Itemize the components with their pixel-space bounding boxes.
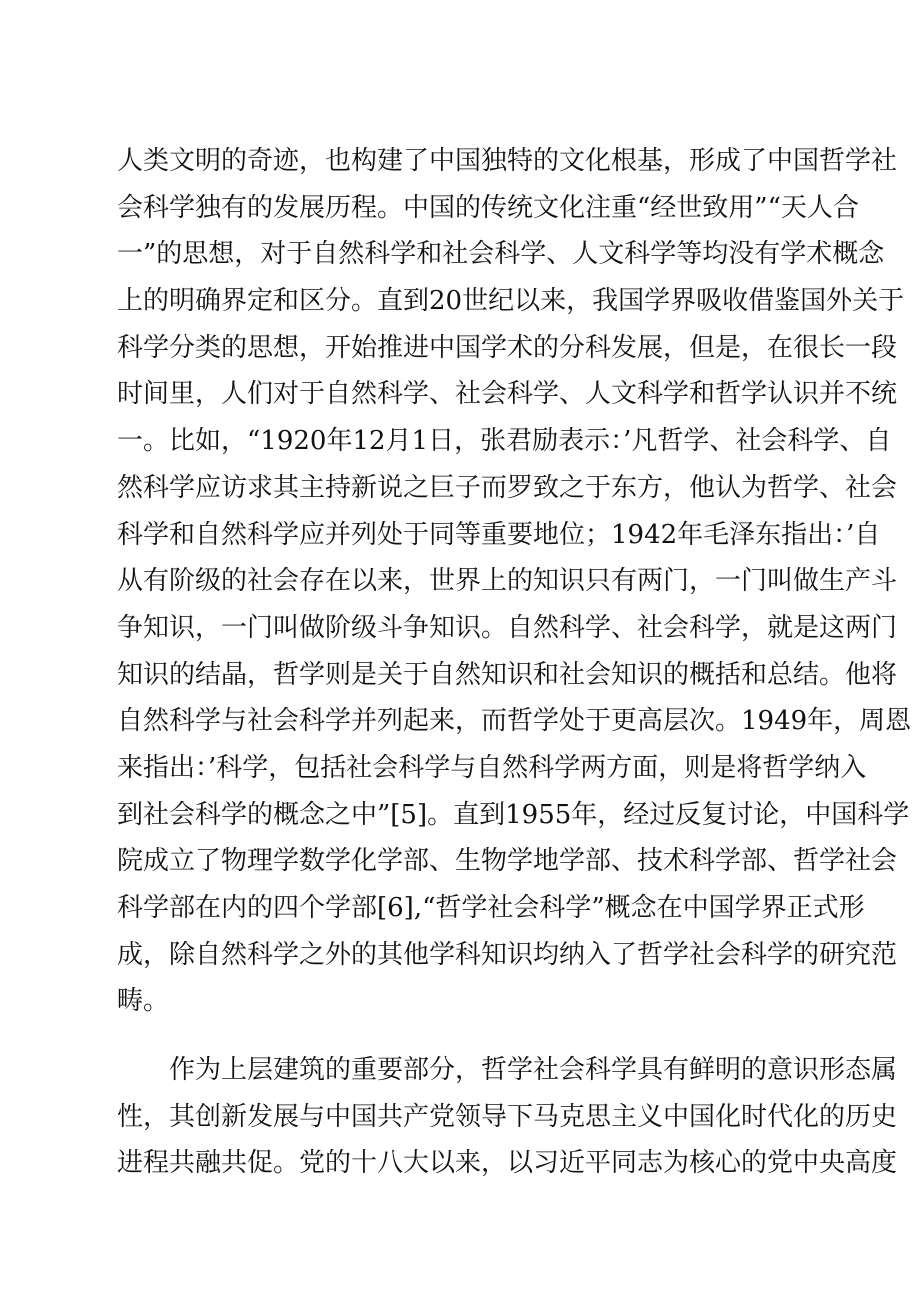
text-line: 科学分类的思想，开始推进中国学术的分科发展，但是，在很长一段 <box>117 332 898 363</box>
text-line: 时间里，人们对于自然科学、社会科学、人文科学和哲学认识并不统 <box>117 379 898 410</box>
text-line: 自然科学与社会科学并列起来，而哲学处于更高层次。1949年，周恩 <box>117 706 912 737</box>
text-line: 科学和自然科学应并列处于同等重要地位；1942年毛泽东指出：’自 <box>117 519 881 550</box>
text-line: 知识的结晶，哲学则是关于自然知识和社会知识的概括和总结。他将 <box>117 659 898 690</box>
text-line: 然科学应访求其主持新说之巨子而罗致之于东方，他认为哲学、社会 <box>117 472 898 503</box>
text-line: 会科学独有的发展历程。中国的传统文化注重“经世致用”“天人合 <box>117 192 859 223</box>
text-line: 畴。 <box>117 986 170 1017</box>
text-line: 院成立了物理学数学化学部、生物学地学部、技术科学部、哲学社会 <box>117 846 898 877</box>
text-line: 上的明确界定和区分。直到20世纪以来，我国学界吸收借鉴国外关于 <box>117 286 905 317</box>
text-line: 来指出：’科学，包括社会科学与自然科学两方面，则是将哲学纳入 <box>117 752 867 783</box>
paragraph-1 <box>117 138 912 1025</box>
text-line: 一”的思想，对于自然科学和社会科学、人文科学等均没有学术概念 <box>117 239 885 270</box>
paragraph-2 <box>117 1047 898 1187</box>
text-line: 从有阶级的社会存在以来，世界上的知识只有两门，一门叫做生产斗 <box>117 566 898 597</box>
text-line: 作为上层建筑的重要部分，哲学社会科学具有鲜明的意识形态属 <box>117 1055 898 1086</box>
paragraph-gap <box>117 1025 817 1047</box>
body-text <box>117 138 912 1187</box>
text-line: 争知识，一门叫做阶级斗争知识。自然科学、社会科学，就是这两门 <box>117 612 898 643</box>
text-line: 一。比如，“1920年12月1日，张君励表示：’凡哲学、社会科学、自 <box>117 426 892 457</box>
text-line: 到社会科学的概念之中”[5]。直到1955年，经过反复讨论，中国科学 <box>117 799 910 830</box>
text-line: 人类文明的奇迹，也构建了中国独特的文化根基，形成了中国哲学社 <box>117 146 898 176</box>
text-line: 进程共融共促。党的十八大以来，以习近平同志为核心的党中央高度 <box>117 1148 898 1179</box>
text-line: 成，除自然科学之外的其他学科知识均纳入了哲学社会科学的研究范 <box>117 939 898 970</box>
text-line: 科学部在内的四个学部[6],“哲学社会科学”概念在中国学界正式形 <box>117 893 865 923</box>
text-line: 性，其创新发展与中国共产党领导下马克思主义中国化时代化的历史 <box>117 1101 898 1132</box>
